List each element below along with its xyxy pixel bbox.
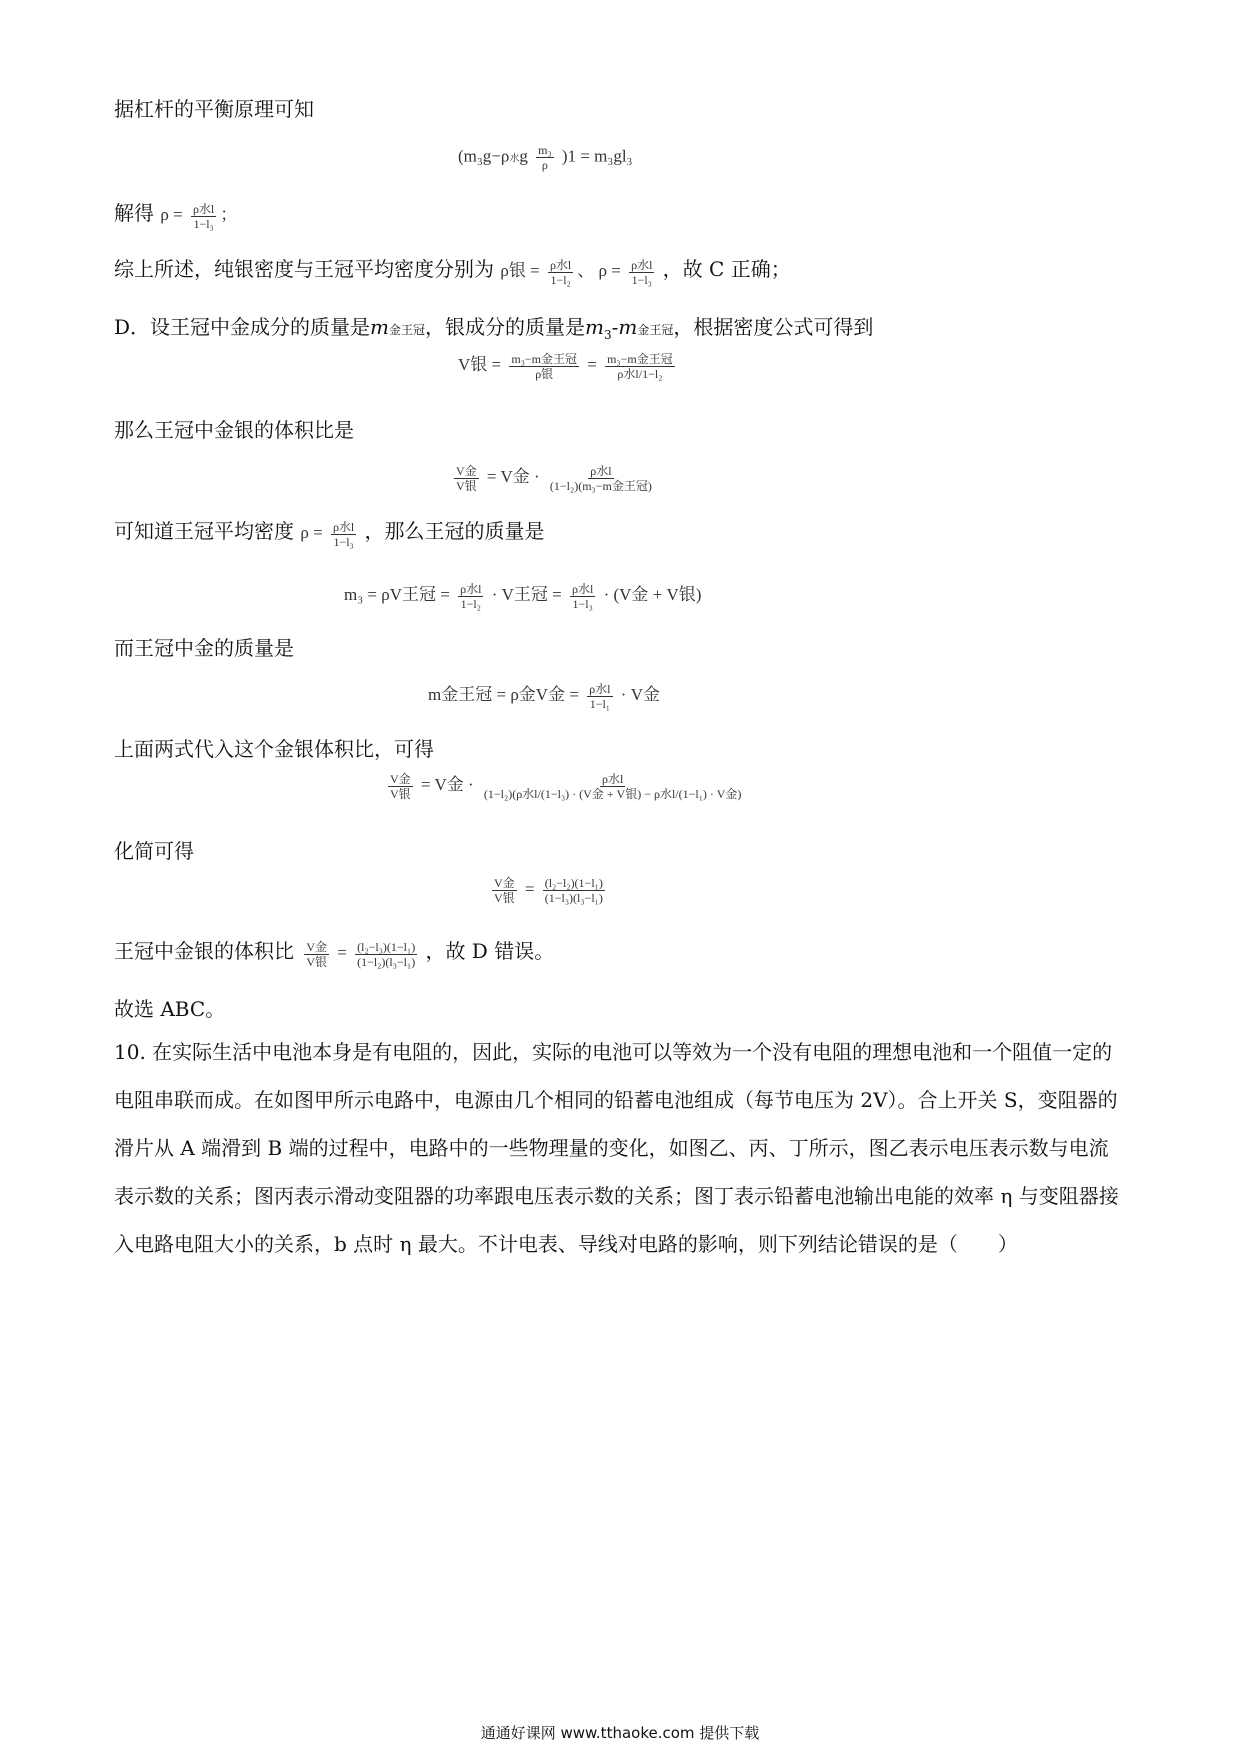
equation-volume-ratio: $\frac{\text{V金}}{\text{V银}}$ = V金 · $\frac{\text{ρ水l}}{\text{(1−l₂)(m₃−m金王冠)}}$ [456, 463, 652, 493]
equation-simplified: $\frac{\text{V金}}{\text{V银}}$ = $\frac{\text{(l₂−l₂)(1−l₁)}}{\text{(1−l₃)(l₃−l₁)}}$ [494, 876, 603, 905]
text-line-option-d: D．设王冠中金成分的质量是m金王冠，银成分的质量是$m_3-m$金王冠，根据密度公式可得到 [114, 315, 874, 342]
text-line-summary: 综上所述，纯银密度与王冠平均密度分别为 ρ银 = $\frac{\text{ρ水l}}{\text{1−l₂}}$ 、 ρ = $\frac{\text{ρ水l}}{\text{1−l₃}}$ ，故 C 正确； [114, 257, 791, 287]
text-line-answer: 故选 ABC。 [114, 997, 226, 1021]
equation-crown-density-2: ρ = $\frac{\text{ρ水l}}{\text{1−l₃}}$ [300, 519, 355, 549]
text-line-substitute: 上面两式代入这个金银体积比，可得 [114, 737, 434, 761]
equation-lever-balance: (m₃g−ρ水g $\frac{\text{m₃}}{\rho}$ )1 = m₃gl₃ [458, 143, 633, 172]
equation-final-ratio: $\frac{\text{V金}}{\text{V银}}$ = $\frac{\text{(l₂−l₃)(1−l₁)}}{\text{(1−l₂)(l₃−l₁)}}$ [306, 939, 416, 969]
text-line-simplify: 化简可得 [114, 839, 194, 863]
equation-crown-density-1: ρ = $\frac{\text{ρ水l}}{\text{1−l₃}}$ ； [160, 201, 238, 231]
text-line-solve: 解得 ρ = $\frac{\text{ρ水l}}{\text{1−l₃}}$ ； [114, 201, 238, 231]
equation-silver-volume: V银 = $\frac{\text{m₃−m金王冠}}{\text{ρ银}}$ = $\frac{\text{m₃−m金王冠}}{\text{ρ水l/1−l₂}}$ [458, 351, 673, 381]
equation-substituted-ratio: $\frac{\text{V金}}{\text{V银}}$ = V金 · $\frac{\text{ρ水l}}{\text{(1−l₂)(ρ水l/(1−l₃) · (V金 + V银) − ρ水l/(1−l₁) · V金)}}$ [390, 771, 742, 801]
equation-crown-mass: m₃ = ρV王冠 = $\frac{\text{ρ水l}}{\text{1−l₂}}$ · V王冠 = $\frac{\text{ρ水l}}{\text{1−l₃}}$ · (V金 + V银) [344, 581, 702, 611]
page-footer: 通通好课网 www.tthaoke.com 提供下载 [480, 1724, 760, 1742]
equation-gold-mass: m金王冠 = ρ金V金 = $\frac{\text{ρ水l}}{\text{1−l₁}}$ · V金 [428, 681, 660, 711]
text-line-average-density: 可知道王冠平均密度 ρ = $\frac{\text{ρ水l}}{\text{1−l₃}}$ ，那么王冠的质量是 [114, 519, 545, 549]
equation-silver-density: ρ银 = $\frac{\text{ρ水l}}{\text{1−l₂}}$ 、 ρ = $\frac{\text{ρ水l}}{\text{1−l₃}}$ [500, 257, 653, 287]
question-10-text: 10. 在实际生活中电池本身是有电阻的，因此，实际的电池可以等效为一个没有电阻的理想电池和一个阻值一定的电阻串联而成。在如图甲所示电路中，电源由几个相同的铅蓄电池组成（每节电压为 2V）。合上开关 S，变阻器的滑片从 A 端滑到 B 端的过程中，电路中的一些物理量的变化，如图乙、丙、丁所示，图乙表示电压表示数与电流表示数的关系；图丙表示滑动变阻器的功率跟电压表示数的关系；图丁表示铅蓄电池输出电能的效率 η 与变阻器接入电路电阻大小的关系，b 点时 η 最大。不计电表、导线对电路的影响，则下列结论错误的是（ ） [114, 1040, 1119, 1256]
text-line-gold-mass: 而王冠中金的质量是 [114, 636, 294, 660]
text-line-lever-principle: 据杠杆的平衡原理可知 [114, 97, 314, 121]
text-line-final-ratio: 王冠中金银的体积比 $\frac{\text{V金}}{\text{V银}}$ = $\frac{\text{(l₂−l₃)(1−l₁)}}{\text{(1−l₂)(l₃−l₁)}}$ ，故 D 错误。 [114, 939, 555, 969]
text-line-volume-ratio: 那么王冠中金银的体积比是 [114, 418, 354, 442]
